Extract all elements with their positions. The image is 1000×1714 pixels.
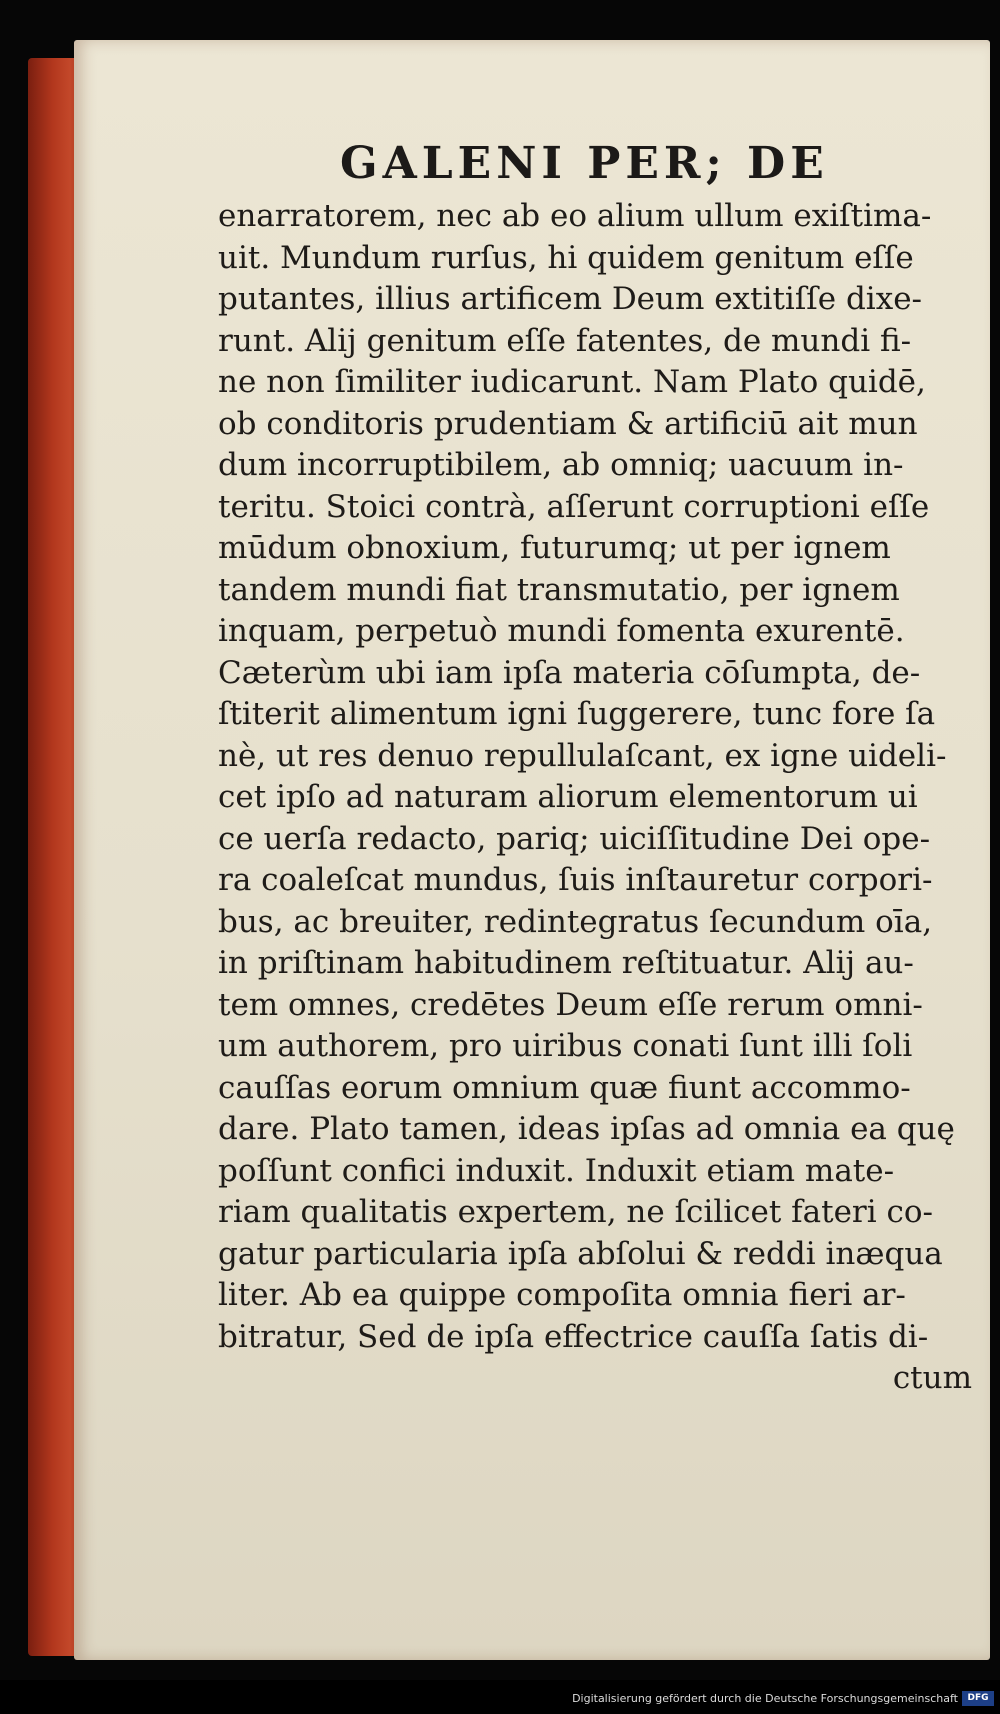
text-line: nè, ut res denuo repullulaſcant, ex igne uideli- <box>218 737 947 774</box>
text-line: mūdum obnoxium, futurumq; ut per ignem <box>218 530 891 566</box>
text-line: tandem mundi fiat transmutatio, per ignem <box>218 571 900 608</box>
text-line: um authorem, pro uiribus conati ſunt illi ſoli <box>218 1028 913 1064</box>
footer-credit: Digitalisierung gefördert durch die Deutsche Forschungsgemeinschaft <box>572 1692 958 1705</box>
text-line: putantes, illius artificem Deum extitiſſe dixe- <box>218 281 923 317</box>
text-line: bitratur, Sed de ipſa effectrice cauſſa ſatis di- <box>218 1318 929 1355</box>
text-line: Cæterùm ubi iam ipſa materia cōſumpta, de- <box>218 654 921 691</box>
text-line: tem omnes, credētes Deum eſſe rerum omni- <box>218 986 923 1023</box>
dfg-logo: DFG <box>962 1691 994 1706</box>
text-line: cet ipſo ad naturam aliorum elementorum ui <box>218 779 918 815</box>
text-line: enarratorem, nec ab eo alium ullum exiſtima- <box>218 198 932 234</box>
text-line: cauſſas eorum omnium quæ fiunt accommo- <box>218 1069 911 1106</box>
text-line: liter. Ab ea quippe compoſita omnia fieri ar- <box>218 1277 906 1313</box>
text-line: inquam, perpetuò mundi fomenta exurentē. <box>218 613 905 649</box>
text-line: gatur particularia ipſa abſolui & reddi inæqua <box>218 1235 943 1272</box>
text-block <box>218 196 978 1400</box>
text-line: ra coaleſcat mundus, ſuis inſtauretur corpori- <box>218 862 933 898</box>
text-line: uit. Mundum rurſus, hi quidem genitum eſſe <box>218 239 914 276</box>
catchword: ctum <box>892 1360 972 1396</box>
text-line: in priſtinam habitudinem reſtituatur. Alij au- <box>218 945 914 981</box>
text-line: poſſunt confici induxit. Induxit etiam mate- <box>218 1152 895 1189</box>
text-line: runt. Alij genitum eſſe fatentes, de mundi fi- <box>218 322 912 359</box>
text-line: ob conditoris prudentiam & artificiū ait mun <box>218 405 918 442</box>
text-line: ſtiterit alimentum igni ſuggerere, tunc fore ſa <box>218 696 936 732</box>
text-line: dum incorruptibilem, ab omniq; uacuum in- <box>218 447 904 483</box>
text-line: ne non ſimiliter iudicarunt. Nam Plato quidē, <box>218 364 926 400</box>
footer-bar <box>0 1680 1000 1714</box>
text-line: bus, ac breuiter, redintegratus ſecundum oīa, <box>218 903 933 940</box>
text-line: dare. Plato tamen, ideas ipſas ad omnia ea quę <box>218 1111 955 1147</box>
text-line: teritu. Stoici contrà, aſſerunt corruptioni eſſe <box>218 488 930 525</box>
running-head: GALENI PER; DE <box>340 138 829 189</box>
text-line: ce uerſa redacto, pariq; uiciſſitudine Dei ope- <box>218 820 931 857</box>
text-line: riam qualitatis expertem, ne ſcilicet fateri co- <box>218 1194 934 1230</box>
